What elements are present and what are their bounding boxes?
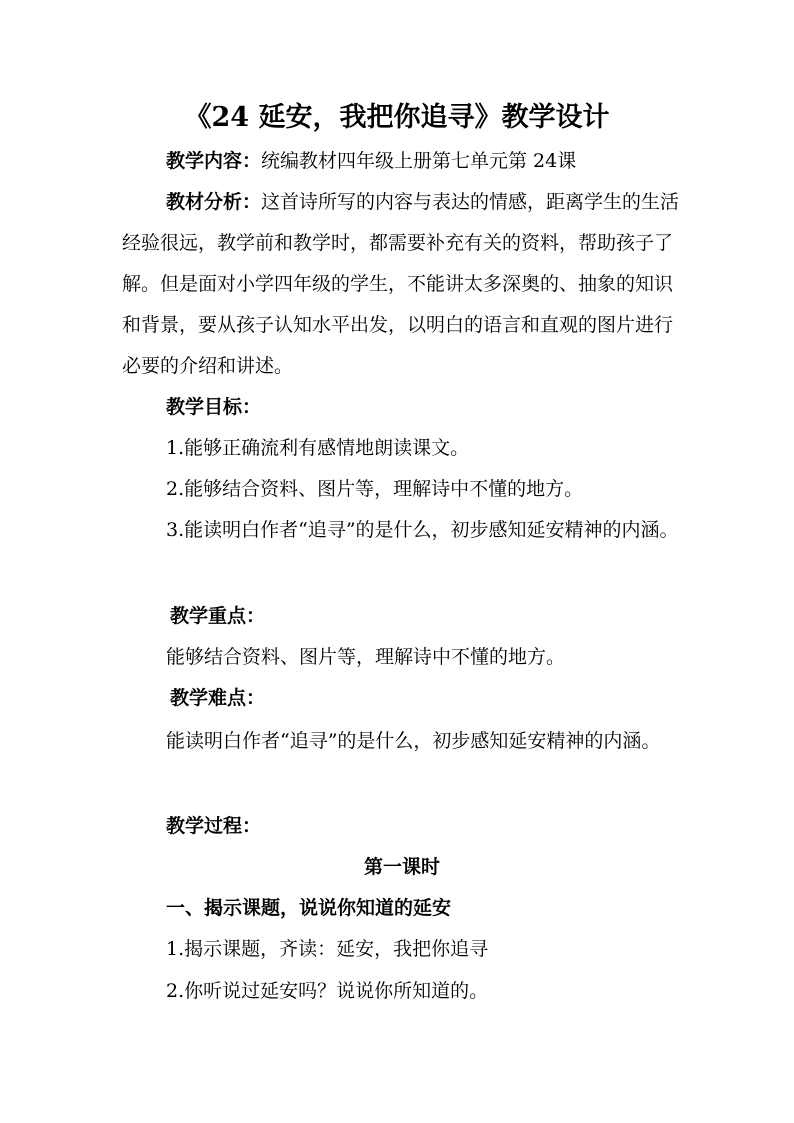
analysis-text: 这首诗所写的内容与表达的情感，距离学生的生活经验很远，教学前和教学时，都需要补充有关的资料，帮助孩子了解。但是面对小学四年级的学生，不能讲太多深奥的、抽象的知识和背景，要从孩子认知水平出发，以明白的语言和直观的图片进行必要的介绍和讲述。 xyxy=(122,191,680,377)
objective-item: 3.能读明白作者“追寻”的是什么，初步感知延安精神的内涵。 xyxy=(166,519,679,541)
document-title: 《24 延安，我把你追寻》教学设计 xyxy=(184,102,610,133)
section-item: 1.揭示课题，齐读：延安，我把你追寻 xyxy=(166,938,489,960)
process-heading: 教学过程： xyxy=(166,815,262,837)
objective-item: 2.能够结合资料、图片等，理解诗中不懂的地方。 xyxy=(166,478,584,500)
difficulties-heading: 教学难点： xyxy=(170,687,266,709)
content-text: 统编教材四年级上册第七单元第 24课 xyxy=(261,150,577,172)
objective-item: 1.能够正确流利有感情地朗读课文。 xyxy=(166,437,470,459)
key-points-heading: 教学重点： xyxy=(170,605,266,627)
section-heading: 一、揭示课题，说说你知道的延安 xyxy=(166,897,452,919)
difficulties-text: 能读明白作者“追寻”的是什么，初步感知延安精神的内涵。 xyxy=(166,730,661,752)
section-item: 2.你听说过延安吗？说说你所知道的。 xyxy=(166,980,489,1002)
analysis-label: 教材分析： xyxy=(166,191,262,213)
lesson-heading: 第一课时 xyxy=(363,856,440,878)
analysis-paragraph xyxy=(122,182,682,387)
objectives-heading: 教学目标： xyxy=(166,396,262,418)
content-label: 教学内容： xyxy=(166,150,262,172)
key-points-text: 能够结合资料、图片等，理解诗中不懂的地方。 xyxy=(166,646,566,668)
content-paragraph xyxy=(122,141,682,182)
